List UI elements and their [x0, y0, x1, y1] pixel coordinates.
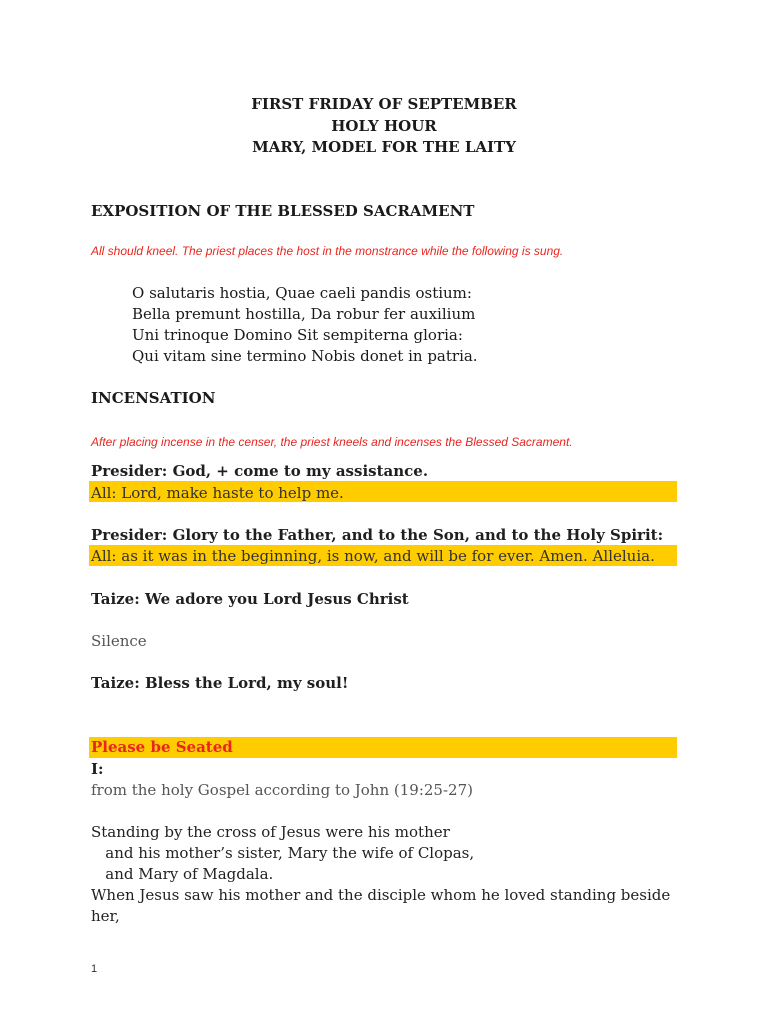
- incensation-rubric: After placing incense in the censer, the priest kneels and incenses the Blessed Sacrament.: [91, 435, 573, 449]
- reading-line-1: Standing by the cross of Jesus were his mother: [91, 823, 450, 841]
- hymn-line-4: Qui vitam sine termino Nobis donet in patria.: [132, 347, 478, 365]
- taize-line-2: Taize: Bless the Lord, my soul!: [91, 674, 349, 692]
- hymn-line-1: O salutaris hostia, Quae caeli pandis ostium:: [132, 284, 472, 302]
- exposition-heading: EXPOSITION OF THE BLESSED SACRAMENT: [91, 202, 475, 220]
- taize-line-1: Taize: We adore you Lord Jesus Christ: [91, 590, 409, 608]
- reading-line-4: When Jesus saw his mother and the disciple whom he loved standing beside: [91, 886, 671, 904]
- reading-line-5: her,: [91, 907, 120, 925]
- silence-text: Silence: [91, 632, 147, 650]
- reading-label: I:: [91, 760, 104, 778]
- reading-line-2: and his mother’s sister, Mary the wife of Clopas,: [91, 844, 475, 862]
- presider-line-1: Presider: God, + come to my assistance.: [91, 462, 429, 480]
- seated-instruction: Please be Seated: [91, 738, 233, 756]
- hymn-line-2: Bella premunt hostilla, Da robur fer auxilium: [132, 305, 476, 323]
- all-response-1: All: Lord, make haste to help me.: [91, 484, 344, 502]
- all-response-2: All: as it was in the beginning, is now, and will be for ever. Amen. Alleluia.: [91, 547, 655, 565]
- page-number: 1: [91, 963, 98, 975]
- incensation-heading: INCENSATION: [91, 389, 216, 407]
- title-line-1: FIRST FRIDAY OF SEPTEMBER: [251, 95, 517, 113]
- reading-line-3: and Mary of Magdala.: [91, 865, 274, 883]
- title-line-2: HOLY HOUR: [331, 117, 437, 135]
- presider-line-2: Presider: Glory to the Father, and to the Son, and to the Holy Spirit:: [91, 526, 664, 544]
- hymn-line-3: Uni trinoque Domino Sit sempiterna gloria:: [132, 326, 463, 344]
- title-line-3: MARY, MODEL FOR THE LAITY: [252, 138, 516, 156]
- gospel-reference: from the holy Gospel according to John (19:25-27): [91, 781, 473, 799]
- exposition-rubric: All should kneel. The priest places the host in the monstrance while the following is sung.: [91, 244, 564, 258]
